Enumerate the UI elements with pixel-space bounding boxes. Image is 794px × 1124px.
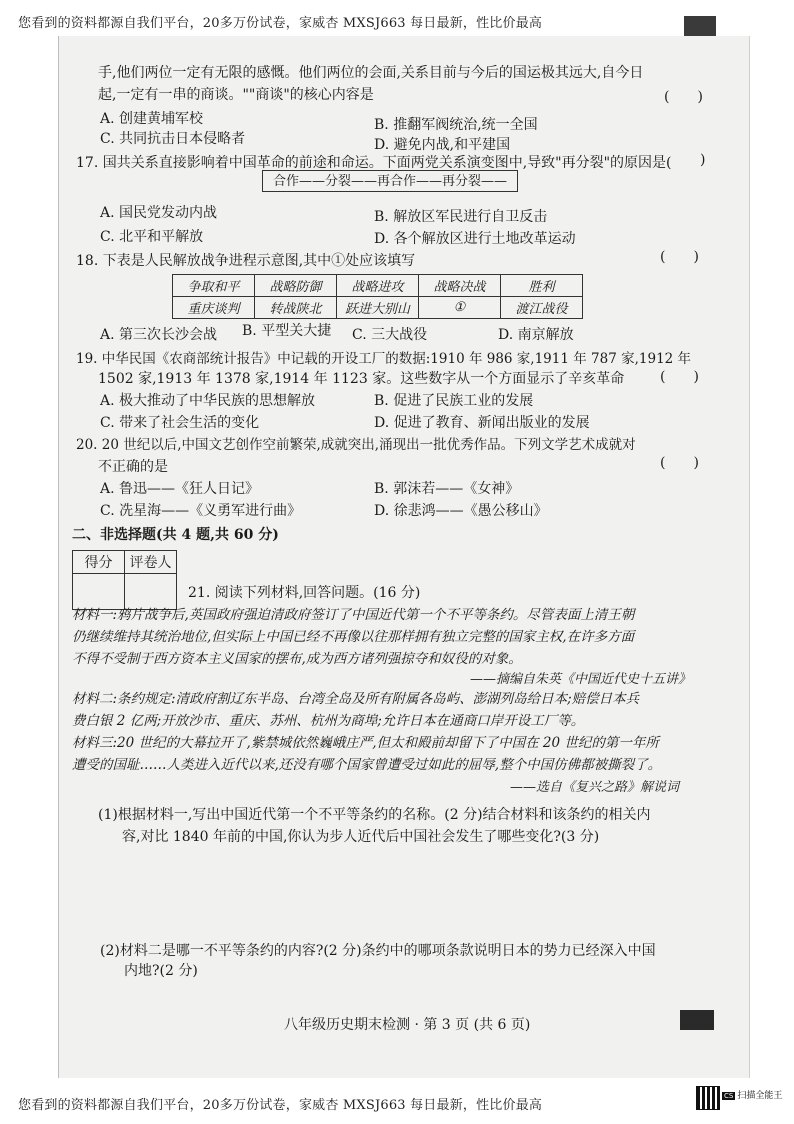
- scanner-badge-label: 扫描全能王: [737, 1091, 783, 1101]
- q16-option-b: B. 推翻军阀统治,统一全国: [374, 117, 538, 133]
- material-1-citation: ——摘编自朱英《中国近代史十五讲》: [470, 672, 692, 687]
- q20-option-a: A. 鲁迅——《狂人日记》: [100, 481, 260, 497]
- q16-answer-paren: ( ): [664, 89, 703, 105]
- table-header-cell: 战略进攻: [337, 275, 419, 297]
- score-label: 得分: [73, 551, 125, 574]
- subquestion-1-line2: 容,对比 1840 年前的中国,你认为步人近代后中国社会发生了哪些变化?(3 分): [122, 829, 600, 845]
- table-row: [73, 574, 177, 610]
- table-header-cell: 战略决战: [419, 275, 501, 297]
- score-blank: [73, 574, 125, 610]
- q20-option-b: B. 郭沫若——《女神》: [374, 481, 520, 497]
- material-2-line2: 费白银 2 亿两;开放沙市、重庆、苏州、杭州为商埠;允许日本在通商口岸开设工厂等。: [72, 713, 585, 729]
- q16-line2: 起,一定有一串的商谈。""商谈"的核心内容是: [98, 87, 374, 103]
- table-row: [173, 275, 583, 297]
- q19-option-a: A. 极大推动了中华民族的思想解放: [100, 393, 316, 409]
- q17-option-c: C. 北平和平解放: [100, 229, 204, 245]
- q21-stem: 21. 阅读下列材料,回答问题。(16 分): [188, 585, 421, 601]
- table-cell: 渡江战役: [501, 297, 583, 319]
- subquestion-2-line1: (2)材料二是哪一不平等条约的内容?(2 分)条约中的哪项条款说明日本的势力已经深入中国: [100, 943, 656, 959]
- q16-line1: 手,他们两位一定有无限的感慨。他们两位的会面,关系目前与今后的国运极其远大,自今日: [98, 65, 644, 81]
- q19-option-d: D. 促进了教育、新闻出版业的发展: [374, 415, 590, 431]
- grader-label: 评卷人: [125, 551, 177, 574]
- q20-option-c: C. 冼星海——《义勇军进行曲》: [100, 503, 302, 519]
- war-stages-table: [172, 274, 583, 319]
- table-row: [173, 297, 583, 319]
- q20-line1: 20. 20 世纪以后,中国文艺创作空前繁荣,成就突出,涌现出一批优秀作品。下列文学艺术成就对: [76, 437, 636, 453]
- scanner-badge: [722, 1088, 782, 1101]
- q18-option-a: A. 第三次长沙会战: [100, 327, 218, 343]
- material-1-line2: 仍继续维持其统治地位,但实际上中国已经不再像以往那样拥有独立完整的国家主权,在许多方面: [72, 629, 635, 645]
- material-1-line3: 不得不受制于西方资本主义国家的摆布,成为西方诸列强掠夺和奴役的对象。: [72, 651, 522, 667]
- material-1-line1: 材料一:鸦片战争后,英国政府强迫清政府签订了中国近代第一个不平等条约。尽管表面上清王朝: [72, 607, 635, 623]
- top-banner: 您看到的资料都源自我们平台，20多万份试卷，家威杏 MXSJ663 每日最新，性比价最高: [18, 16, 543, 31]
- q19-option-c: C. 带来了社会生活的变化: [100, 415, 260, 431]
- table-cell: 转战陕北: [255, 297, 337, 319]
- q18-answer-paren: ( ): [660, 249, 699, 265]
- qr-code-icon: [696, 1086, 720, 1110]
- cs-logo-icon: CS: [724, 1092, 734, 1100]
- table-cell: 跃进大别山: [337, 297, 419, 319]
- q17-stem: 17. 国共关系直接影响着中国革命的前途和命运。下面两党关系演变图中,导致"再分裂"的原因是(: [76, 155, 672, 171]
- bottom-banner: 您看到的资料都源自我们平台，20多万份试卷，家威杏 MXSJ663 每日最新，性比价最高: [18, 1098, 543, 1113]
- party-relations-flow: 合作——分裂——再合作——再分裂——: [262, 170, 518, 192]
- table-header-cell: 胜利: [501, 275, 583, 297]
- q18-option-c: C. 三大战役: [352, 327, 428, 343]
- q18-stem: 18. 下表是人民解放战争进程示意图,其中①处应该填写: [76, 253, 416, 269]
- q18-option-d: D. 南京解放: [498, 327, 574, 343]
- material-2-line1: 材料二:条约规定:清政府割辽东半岛、台湾全岛及所有附属各岛屿、澎湖列岛给日本;赔偿日本兵: [72, 691, 640, 707]
- table-header-cell: 战略防御: [255, 275, 337, 297]
- material-3-line2: 遭受的国耻……人类进入近代以来,还没有哪个国家曾遭受过如此的屈辱,整个中国仿佛都被撕裂了。: [72, 757, 662, 773]
- q17-option-a: A. 国民党发动内战: [100, 205, 218, 221]
- q16-option-c: C. 共同抗击日本侵略者: [100, 131, 246, 147]
- q19-line2: 1502 家,1913 年 1378 家,1914 年 1123 家。这些数字从一个方面显示了辛亥革命: [98, 371, 625, 387]
- q19-answer-paren: ( ): [660, 369, 699, 385]
- q17-option-d: D. 各个解放区进行土地改革运动: [374, 231, 576, 247]
- q16-option-a: A. 创建黄埔军校: [100, 111, 204, 127]
- subquestion-1-line1: (1)根据材料一,写出中国近代第一个不平等条约的名称。(2 分)结合材料和该条约的相关内: [98, 807, 651, 823]
- score-box: [72, 550, 177, 610]
- q19-line1: 19. 中华民国《农商部统计报告》中记载的开设工厂的数据:1910 年 986 家,1911 年 787 家,1912 年: [76, 351, 692, 367]
- material-3-line1: 材料三:20 世纪的大幕拉开了,紫禁城依然巍峨庄严,但太和殿前却留下了中国在 20 世纪的第一年所: [72, 735, 659, 751]
- q19-option-b: B. 促进了民族工业的发展: [374, 393, 534, 409]
- q20-line2: 不正确的是: [98, 459, 168, 475]
- q20-answer-paren: ( ): [660, 455, 699, 471]
- q17-paren-close: ): [700, 152, 706, 168]
- subquestion-2-line2: 内地?(2 分): [124, 963, 198, 979]
- table-cell: 重庆谈判: [173, 297, 255, 319]
- section-title: 二、非选择题(共 4 题,共 60 分): [72, 527, 279, 543]
- page-footer: 八年级历史期末检测 · 第 3 页 (共 6 页): [284, 1017, 531, 1033]
- q18-option-b: B. 平型关大捷: [242, 323, 332, 339]
- table-header-cell: 争取和平: [173, 275, 255, 297]
- q16-option-d: D. 避免内战,和平建国: [374, 137, 511, 153]
- grader-blank: [125, 574, 177, 610]
- scan-corner-mark: [684, 16, 716, 36]
- q20-option-d: D. 徐悲鸿——《愚公移山》: [374, 503, 548, 519]
- material-3-citation: ——选自《复兴之路》解说词: [510, 780, 680, 795]
- table-row: [73, 551, 177, 574]
- table-cell-blank-1: ①: [419, 297, 501, 319]
- q17-option-b: B. 解放区军民进行自卫反击: [374, 209, 548, 225]
- scan-corner-mark: [680, 1010, 714, 1030]
